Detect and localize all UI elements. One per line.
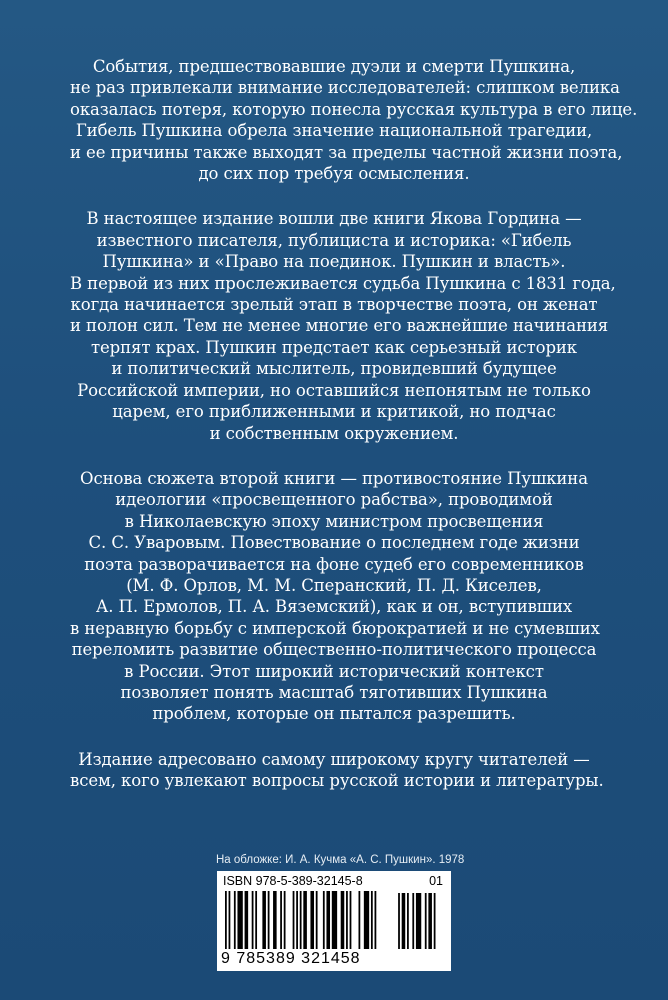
barcode-addon-bar bbox=[412, 893, 414, 949]
isbn-label-row bbox=[223, 874, 445, 888]
barcode-bar bbox=[364, 891, 369, 949]
barcode-addon-bar bbox=[402, 893, 406, 949]
barcode-bar bbox=[350, 891, 352, 949]
barcode-bar bbox=[341, 891, 345, 949]
barcode-bar bbox=[296, 891, 298, 949]
text-line: и собственным окружением. bbox=[209, 423, 459, 443]
isbn-barcode bbox=[217, 871, 451, 971]
barcode-bar bbox=[252, 891, 254, 949]
text-line: всем, кого увлекают вопросы русской истории и литературы. bbox=[70, 771, 604, 791]
barcode-bar bbox=[225, 891, 227, 949]
text-line: когда начинается зрелый этап в творчестве поэта, он женат bbox=[70, 295, 598, 315]
barcode-bar bbox=[280, 891, 282, 949]
barcode-bar bbox=[284, 891, 286, 949]
text-line: Российской империи, но оставшийся непонятым не только bbox=[77, 380, 591, 400]
text-line: оказалась потеря, которую понесла русская культура в его лице. bbox=[70, 99, 638, 119]
barcode-bar bbox=[303, 891, 307, 949]
text-line: События, предшествовавшие дуэли и смерти Пушкина, bbox=[92, 57, 576, 76]
barcode-bar bbox=[346, 891, 348, 949]
barcode-bar bbox=[237, 891, 242, 949]
barcode-bar bbox=[262, 891, 266, 949]
text-line: известного писателя, публициста и историка: «Гибель bbox=[96, 230, 572, 250]
paragraph-2 bbox=[70, 208, 616, 443]
text-line: Пушкина» и «Право на поединок. Пушкин и власть». bbox=[102, 252, 566, 272]
text-line: В первой из них прослеживается судьба Пушкина с 1831 года, bbox=[70, 273, 616, 293]
barcode-addon-bar bbox=[407, 893, 409, 949]
barcode-bars bbox=[225, 891, 443, 949]
barcode-addon-bar bbox=[434, 893, 436, 949]
text-line: и полон сил. Тем не менее многие его важнейшие начинания bbox=[70, 316, 609, 336]
text-line: в Николаевскую эпоху министром просвещения bbox=[124, 511, 544, 531]
barcode-addon-bar bbox=[398, 893, 400, 949]
text-line: идеологии «просвещенного рабства», проводимой bbox=[115, 490, 553, 510]
barcode-bar bbox=[316, 891, 318, 949]
barcode-bar bbox=[273, 891, 277, 949]
text-line: Основа сюжета второй книги — противостояние Пушкина bbox=[80, 468, 588, 488]
text-line: терпят крах. Пушкин предстает как серьезный историк bbox=[90, 337, 578, 357]
text-line: (М. Ф. Орлов, М. М. Сперанский, П. Д. Киселев, bbox=[126, 575, 542, 595]
barcode-bar bbox=[255, 891, 257, 949]
text-line: поэта разворачивается на фоне судеб его современников bbox=[84, 554, 584, 574]
isbn-label: ISBN 978-5-389-32145-8 bbox=[223, 874, 363, 888]
barcode-addon-bar bbox=[425, 893, 427, 949]
text-line: проблем, которые он пытался разрешить. bbox=[152, 704, 516, 724]
text-line: и политический мыслитель, провидевший будущее bbox=[111, 359, 557, 379]
isbn-addon: 01 bbox=[429, 874, 443, 888]
barcode-bar bbox=[300, 891, 302, 949]
text-line: не раз привлекали внимание исследователей: слишком велика bbox=[70, 78, 620, 98]
paragraph-4 bbox=[70, 749, 604, 792]
text-line: Гибель Пушкина обрела значение национальной трагедии, bbox=[75, 121, 593, 141]
text-line: в России. Этот широкий исторический контекст bbox=[124, 661, 544, 681]
barcode-bar bbox=[375, 891, 377, 949]
barcode-bar bbox=[245, 891, 249, 949]
barcode-bar bbox=[371, 891, 373, 949]
barcode-bar bbox=[229, 891, 231, 949]
barcode-bar bbox=[323, 891, 325, 949]
text-line: Издание адресовано самому широкому кругу читателей — bbox=[78, 749, 590, 769]
text-line: позволяет понять масштаб тяготивших Пушкина bbox=[120, 682, 548, 702]
text-line: переломить развитие общественно-политического процесса bbox=[71, 640, 597, 660]
barcode-bar bbox=[268, 891, 270, 949]
barcode-bar bbox=[359, 891, 361, 949]
text-line: С. С. Уваровым. Повествование о последнем годе жизни bbox=[88, 533, 580, 553]
barcode-bar bbox=[332, 891, 337, 949]
text-line: В настоящее издание вошли две книги Якова Гордина — bbox=[86, 209, 582, 229]
barcode-bar bbox=[326, 891, 330, 949]
cover-credit: На обложке: И. А. Кучма «А. С. Пушкин». 1978 bbox=[216, 854, 465, 866]
barcode-addon-bar bbox=[416, 893, 421, 949]
text-line: А. П. Ермолов, П. А. Вяземский), как и он, вступивших bbox=[95, 597, 573, 617]
barcode-bar bbox=[310, 891, 314, 949]
text-line: и ее причины также выходят за пределы частной жизни поэта, bbox=[70, 142, 623, 162]
text-line: в неравную борьбу с имперской бюрократией и не сумевших bbox=[70, 618, 600, 638]
barcode-bar bbox=[293, 891, 295, 949]
paragraph-3 bbox=[70, 468, 598, 725]
barcode-bar bbox=[234, 891, 236, 949]
barcode-digits: 9 785389 321458 bbox=[221, 950, 361, 967]
paragraph-1 bbox=[70, 56, 638, 184]
back-cover-text bbox=[70, 56, 638, 816]
text-line: до сих пор требуя осмысления. bbox=[198, 164, 470, 184]
text-line: царем, его приближенными и критикой, но подчас bbox=[112, 402, 556, 422]
barcode-addon-bar bbox=[428, 893, 432, 949]
